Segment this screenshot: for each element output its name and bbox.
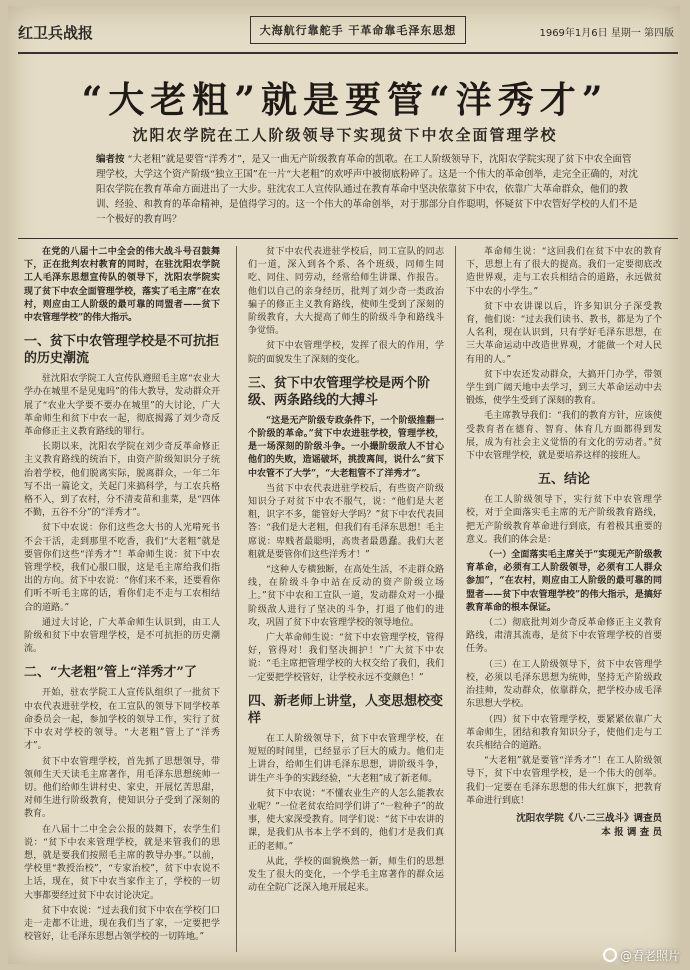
subtitle: 沈阳农学院在工人阶级领导下实现贫下中农全面管理学校 (132, 126, 558, 144)
paragraph: （一）全面落实毛主席关于“实现无产阶级教育革命，必须有工人阶级领导，必须有工人群众参加”，“在农村，则应由工人阶级的最可靠的同盟者——贫下中农管理学校”的伟大指示，是搞好教育革命的根本保证。 (466, 550, 662, 613)
column-2 (248, 246, 444, 952)
paragraph: 从此，学校的面貌焕然一新，师生们的思想发生了很大的变化，一个学毛主席著作的群众运动在全院广泛深入地开展起来。 (248, 856, 444, 894)
watermark (603, 947, 680, 964)
section-4-heading: 四、新老师上讲堂，人变思想校变样 (248, 693, 444, 726)
section-1-heading: 一、贫下中农管理学校是不可抗拒的历史潮流 (24, 334, 220, 367)
editor-note (96, 152, 638, 224)
byline-line-2: 本 报 调 查 员 (601, 826, 662, 838)
issue-date: 1969年1月6日 星期一 第四版 (539, 28, 674, 39)
paragraph: 长期以来，沈阳农学院在刘少奇反革命修正主义教育路线的统治下，由资产阶级知识分子统治着学校，他们脱离实际，脱离群众，一年二年写不出一篇论文，关起门来搞科学，与工农兵格格不入，到了农村，分不清麦苗和韭菜，是“四体不勤，五谷不分”的“洋秀才”。 (24, 442, 220, 519)
masthead-slogan: 大海航行靠舵手 干革命靠毛泽东思想 (250, 16, 466, 44)
masthead (18, 12, 678, 54)
section-3-heading: 三、贫下中农管理学校是两个阶级、两条路线的大搏斗 (248, 375, 431, 408)
paragraph: （三）在工人阶级领导下，贫下中农管理学校，必须以毛泽东思想为统帅，坚持无产阶级政治挂帅，发动群众，依靠群众，把学校办成毛泽东思想大学校。 (466, 659, 662, 710)
paragraph: 贫下中农管理学校，发挥了很大的作用，学院的面貌发生了深刻的变化。 (248, 341, 444, 365)
paragraph: 贫下中农说：“不懂农业生产的人怎么能教农业呢？”一位老贫农给同学们讲了“一粒种子”的故事，使大家深受教育。同学们说：“贫下中农讲的课，是我们从书本上学不到的，他们才是我们真正的老师。” (248, 788, 444, 852)
section-5-heading: 五、结论 (537, 472, 590, 488)
paragraph: 在工人阶级领导下，实行贫下中农管理学校，对于全面落实毛主席的无产阶级教育路线，把无产阶级教育革命进行到底，有着极其重要的意义。我们的体会是： (466, 495, 662, 545)
watermark-text: @看老照片 (619, 949, 680, 963)
paragraph: 在八届十二中全会公报的鼓舞下，农学生们说：“贫下中农来管理学校，就是来管我们的思想，就是要我们按照毛主席的教导办事。”以前，学校里“教授治校”，“专家治校”，贫下中农说不上话，现在，贫下中农当家作主了，学校的一切大事都要经过贫下中农讨论决定。 (24, 824, 220, 901)
paragraph: 驻沈阳农学院工人宣传队遵照毛主席“农业大学办在城里不是见鬼吗”的伟大教导，发动群众开展了“农业大学要不要办在城里”的大讨论，广大革命师生和贫下中农一起，彻底揭露了刘少奇反革命修正主义教育路线的罪行。 (24, 374, 220, 438)
section-divider (18, 238, 678, 239)
paragraph: 开始，驻农学院工人宣传队组织了一批贫下中农代表进驻学校，在工宣队的领导下同学校革命委员会一起，参加学校的领导工作，实行了贫下中农对学校的领导。“大老粗”管上了“洋秀才”。 (24, 688, 220, 752)
column-divider (455, 246, 456, 952)
paragraph: 贫下中农讲课以后，许多知识分子深受教育，他们说：“过去我们读书、教书，都是为了个人名利，现在认识到，只有学好毛泽东思想，在三大革命运动中改造世界观，才能做一个对人民有用的人。” (466, 301, 662, 365)
editor-note-label: 编者按 (96, 154, 125, 165)
paragraph: 贫下中农还发动群众，大搞开门办学，带领学生到广阔天地中去学习，到三大革命运动中去锻炼，使学生受到了深刻的教育。 (466, 369, 662, 407)
column-divider (236, 246, 237, 952)
paragraph: 革命师生说：“这回我们在贫下中农的教育下，思想上有了很大的提高。我们一定要彻底改造世界观，走与工农兵相结合的道路，永远做贫下中农的小学生。” (466, 247, 662, 297)
paragraph: 通过大讨论，广大革命师生认识到，由工人阶级和贫下中农管理学校，是不可抗拒的历史潮流。 (24, 617, 220, 655)
newspaper-name: 红卫兵战报 (18, 24, 94, 42)
headline: “大老粗”就是要管“洋秀才” (81, 79, 609, 121)
editor-note-text: “大老粗”就是要管“洋秀才”，是又一曲无产阶级教育革命的凯歌。在工人阶级领导下，沈阳农学院实现了贫下中农全面管理学校，大学这个资产阶级“独立王国”在一片“大老粗”的欢呼声中被彻底粉碎了。这是一个伟大的革命创举，走完全正确的，对沈阳农学院在教育革命方面进出了一大步。驻沈农工人宣传队通过在教育革命中坚决依靠贫下中农，依靠广大革命群众，他们的教训、经验、和教育的革命精神，是值得学习的。这一个伟大的革命创举，对于那部分自作聪明，怀疑贫下中农管好学校的人们不是一个极好的教育吗？ (96, 154, 638, 224)
paragraph: 贫下中农管理学校，首先抓了思想领导，带领师生天天读毛主席著作，用毛泽东思想统帅一切。他们给师生讲村史、家史，开展忆苦思甜，对师生进行阶级教育，使知识分子受到了深刻的教育。 (24, 756, 220, 820)
paragraph: “这是无产阶级专政条件下，一个阶级推翻一个阶级的革命。”贫下中农进驻学校，管理学校，是一场深刻的阶级斗争。一小撮阶级敌人不甘心他们的失败，造谣破坏，挑拨离间，说什么“贫下中农管不了大学”，“大老粗管不了洋秀才”。 (248, 415, 444, 479)
paragraph: 贫下中农说：你们这些念大书的人光啃死书不会干活，走到那里不吃香，我们“大老粗”就是要管你们这些“洋秀才”！革命师生说：贫下中农管理学校，我们心服口服，这是毛主席给我们指出的方向。贫下中农说：“你们来不来，还要看你们听不听毛主席的话，看你们走不走与工农相结合的道路。” (24, 523, 220, 613)
weibo-logo-icon (603, 948, 617, 962)
paragraph: 贫下中农代表进驻学校后，同工宣队的同志们一道，深入到各个系、各个班级，同师生同吃、同住、同劳动，经常给师生讲课、作报告。他们以自己的亲身经历，批判了刘少奇一类政治骗子的修正主义教育路线，使师生受到了深刻的阶级教育，大大提高了师生的阶级斗争和路线斗争觉悟。 (248, 247, 444, 337)
paragraph: 广大革命师生说：“贫下中农管理学校，管得好，管得对！我们坚决拥护！”广大贫下中农说：“毛主席把管理学校的大权交给了我们，我们一定要把学校管好，让学校永远不变颜色！” (248, 633, 444, 683)
paragraph: （二）彻底批判刘少奇反革命修正主义教育路线，肃清其流毒，是贫下中农管理学校的首要任务。 (466, 618, 662, 655)
column-3 (466, 246, 662, 952)
column-1 (24, 246, 220, 952)
paragraph: “大老粗”就是要管“洋秀才”！在工人阶级领导下，贫下中农管理学校，是一个伟大的创举。我们一定要在毛泽东思想的伟大红旗下，把教育革命进行到底！ (466, 756, 662, 806)
paragraph: 毛主席教导我们：“我们的教育方针，应该使受教育者在德育、智育、体育几方面都得到发展，成为有社会主义觉悟的有文化的劳动者。”贫下中农管理学校，就是要培养这样的接班人。 (466, 411, 662, 462)
byline (466, 812, 662, 840)
paragraph: 贫下中农说：“过去我们贫下中农在学校门口走一走都不让进，现在我们当了家，一定要把学校管好，让毛泽东思想占领学校的一切阵地。” (24, 905, 220, 943)
paragraph: “这种人专横独断，在高处生活，不走群众路线，在阶级斗争中站在反动的资产阶级立场上。”贫下中农和工宣队一道，发动群众对一小撮阶级敌人进行了坚决的斗争，打退了他们的进攻，巩固了贫下中农管理学校的领导地位。 (248, 565, 444, 628)
section-2-heading: 二、“大老粗”管上“洋秀才”了 (24, 665, 197, 681)
intro-paragraph: 在党的八届十二中全会的伟大战斗号召鼓舞下，正在批判农村教育的同时，在驻沈阳农学院工人毛泽东思想宣传队的领导下，沈阳农学院实现了贫下中农全面管理学校，落实了毛主席“在农村，则应由工人阶级的最可靠的同盟者——贫下中农管理学校”的伟大指示。 (24, 247, 220, 324)
paragraph: （四）贫下中农管理学校，要紧紧依靠广大革命师生，团结和教育知识分子，使他们走与工农兵相结合的道路。 (466, 714, 662, 751)
paragraph: 当贫下中农代表进驻学校后，有些资产阶级知识分子对贫下中农不服气，说：“他们是大老粗，识字不多，能管好大学吗？”贫下中农代表回答：“我们是大老粗，但我们有毛泽东思想！毛主席说：卑贱者最聪明，高贵者最愚蠢。我们大老粗就是要管你们这些洋秀才！” (248, 483, 444, 560)
paragraph: 在工人阶级领导下，贫下中农管理学校，在短短的时间里，已经显示了巨大的威力。他们走上讲台，给师生们讲毛泽东思想，讲阶级斗争，讲生产斗争的实践经验，“大老粗”成了新老师。 (248, 733, 444, 784)
byline-line-1: 沈阳农学院《八·二三战斗》调查员 (516, 812, 662, 824)
